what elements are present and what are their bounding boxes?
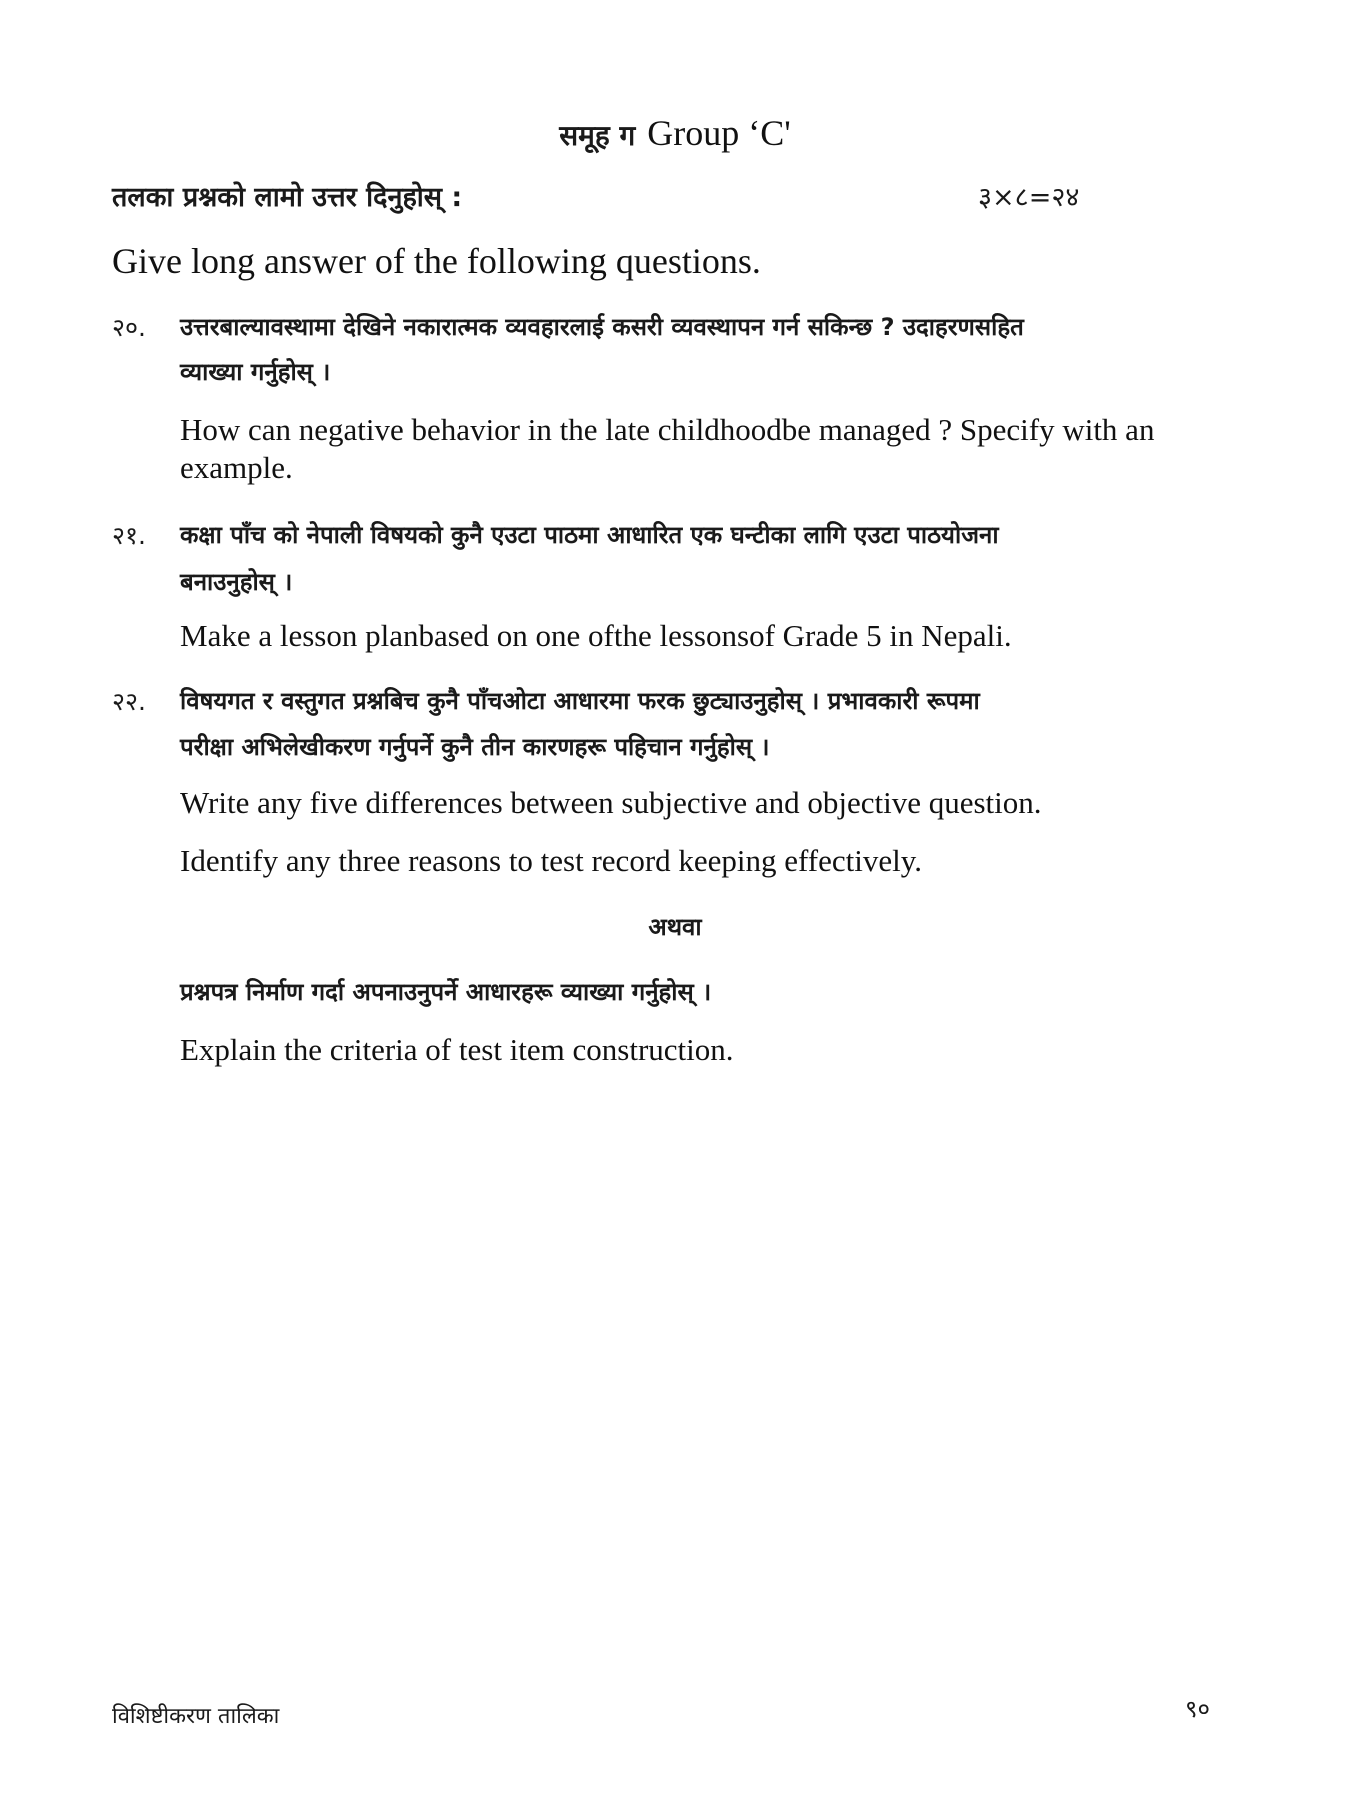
- question-number: २०.: [112, 313, 146, 342]
- group-title-np: समूह ग: [559, 119, 636, 152]
- alternative-question-en: Explain the criteria of test item construction.: [180, 1032, 734, 1067]
- question-text-np-cont: व्याख्या गर्नुहोस् ।: [180, 358, 331, 386]
- footer-title: विशिष्टीकरण तालिका: [112, 1704, 280, 1729]
- instruction-np: तलका प्रश्नको लामो उत्तर दिनुहोस् :: [112, 182, 463, 213]
- question-text-np: उत्तरबाल्यावस्थामा देखिने नकारात्मक व्यवहारलाई कसरी व्यवस्थापन गर्न सकिन्छ ? उदाहरणसहित: [180, 313, 1024, 341]
- question-text-np: कक्षा पाँच को नेपाली विषयको कुनै एउटा पाठमा आधारित एक घन्टीका लागि एउटा पाठयोजना: [180, 521, 999, 549]
- question-text-en: Write any five differences between subjective and objective question.: [180, 785, 1042, 820]
- question-text-np-cont: परीक्षा अभिलेखीकरण गर्नुपर्ने कुनै तीन कारणहरू पहिचान गर्नुहोस् ।: [180, 733, 770, 761]
- or-label: अथवा: [648, 913, 702, 941]
- instruction-en: Give long answer of the following questions.: [112, 241, 761, 281]
- question-text-en-cont: Identify any three reasons to test record keeping effectively.: [180, 843, 922, 878]
- question-text-np: विषयगत र वस्तुगत प्रश्नबिच कुनै पाँचओटा आधारमा फरक छुट्याउनुहोस् । प्रभावकारी रूपमा: [180, 687, 980, 715]
- group-title-en: Group ‘C': [647, 113, 791, 153]
- question-text-en: How can negative behavior in the late childhoodbe managed ? Specify with an: [180, 412, 1155, 447]
- page-number: ९०: [1185, 1695, 1210, 1723]
- question-number: २२.: [112, 687, 146, 716]
- question-text-np-cont: बनाउनुहोस् ।: [180, 568, 293, 596]
- alternative-question-np: प्रश्नपत्र निर्माण गर्दा अपनाउनुपर्ने आधारहरू व्याख्या गर्नुहोस् ।: [180, 978, 712, 1006]
- question-number: २१.: [112, 521, 146, 550]
- question-text-en-cont: example.: [180, 450, 293, 485]
- question-text-en: Make a lesson planbased on one ofthe lessonsof Grade 5 in Nepali.: [180, 618, 1012, 653]
- group-title: [0, 112, 1350, 154]
- marks-allocation: ३×८=२४: [978, 182, 1080, 213]
